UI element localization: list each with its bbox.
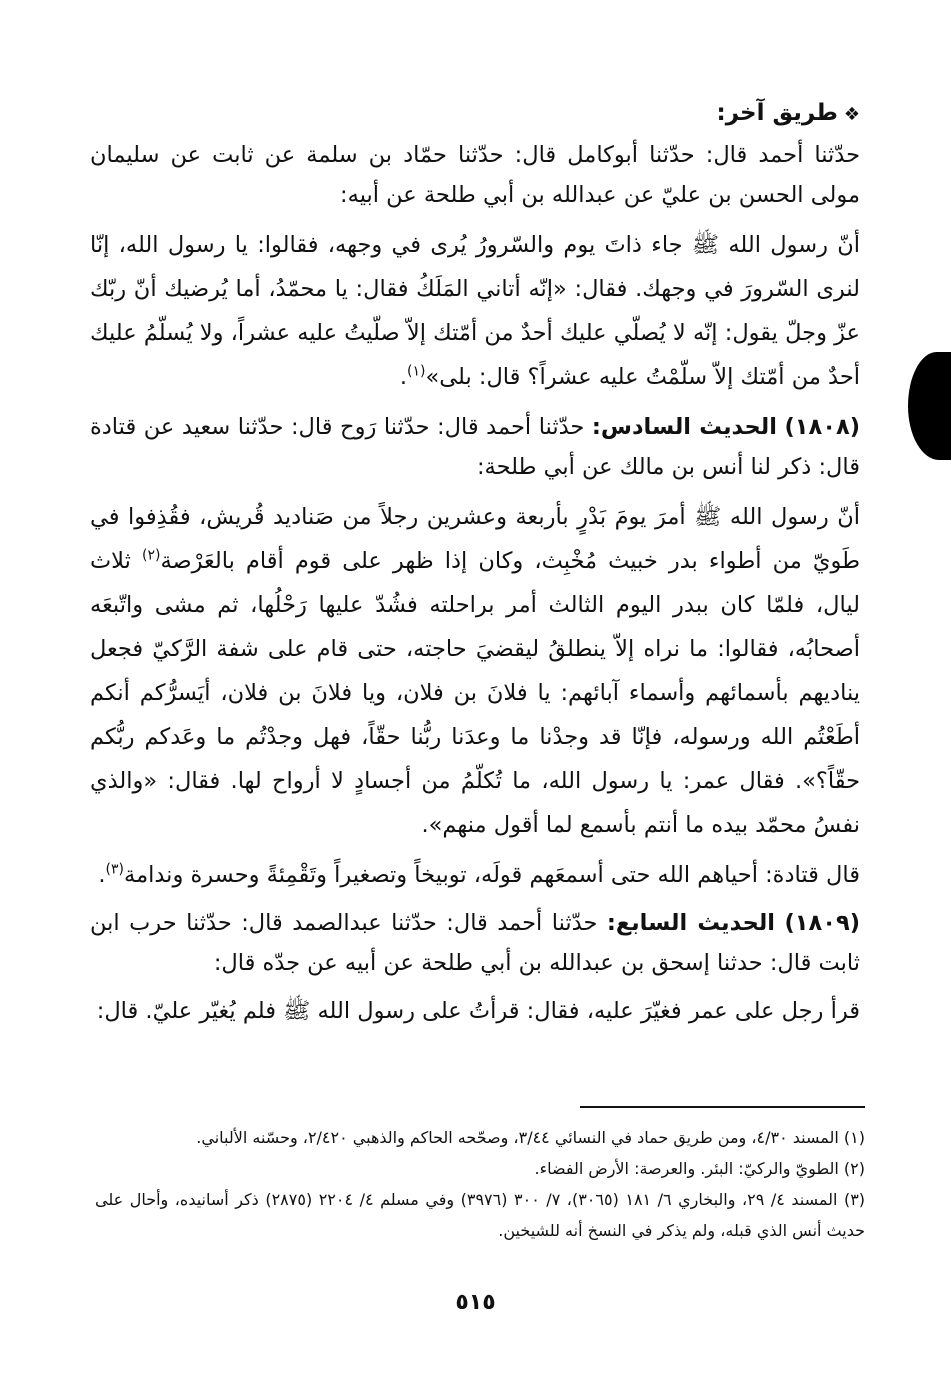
qatada-comment: [90, 855, 860, 895]
paragraph-text: حدّثنا أحمد قال: حدّثنا أبوكامل قال: حدّثنا حمّاد بن سلمة عن ثابت عن سليمان مولى الحسن بن عليّ عن عبدالله بن أبي طلحة عن أبيه:: [90, 142, 860, 208]
footnote-1: (١) المسند ٤/٣٠، ومن طريق حماد في النسائي ٣/٤٤، وصحّحه الحاكم والذهبي ٢/٤٢٠، وحسّنه الألباني.: [196, 1128, 865, 1147]
section-heading: [90, 95, 860, 133]
paragraph-tail: .: [399, 364, 408, 390]
qatada-tail: .: [98, 862, 106, 888]
footnote-divider: [580, 1106, 865, 1108]
hadith-7-isnad: [90, 903, 860, 983]
paragraph-matn-1: [90, 223, 860, 399]
hadith-number: (١٨٠٨): [784, 414, 861, 440]
hadith-title: الحديث السادس:: [591, 414, 777, 440]
page-body: [90, 95, 860, 1039]
hadith-6-isnad: [90, 407, 860, 487]
footnote-3: (٣) المسند ٤/ ٢٩، والبخاري ٦/ ١٨١ (٣٠٦٥)، ٧/ ٣٠٠ (٣٩٧٦) وفي مسلم ٤/ ٢٢٠٤ (٢٨٧٥) ذكر أسانيده، وأحال على حديث أنس الذي قبله، ولم يذكر في النسخ أنه للشيخين.: [95, 1190, 866, 1240]
heading-text: طريق آخر:: [716, 100, 838, 126]
footnote-ref-2: (٢): [141, 547, 161, 564]
hadith-number: (١٨٠٩): [784, 910, 860, 936]
hadith-isnad: حدّثنا أحمد قال: حدّثنا رَوح قال: حدّثنا سعيد عن قتادة قال: ذكر لنا أنس بن مالك عن أبي طلحة:: [90, 414, 860, 480]
qatada-text: قال قتادة: أحياهم الله حتى أسمعَهم قولَه، توبيخاً وتصغيراً وتَقْمِئةً وحسرة وندامة: [124, 862, 860, 888]
footnotes: [95, 1122, 865, 1246]
hadith-title: الحديث السابع:: [606, 910, 775, 936]
ink-blot: [908, 352, 951, 460]
hadith-matn: قرأ رجل على عمر فغيّرَ عليه، فقال: قرأتُ على رسول الله ﷺ فلم يُغيّر عليّ. قال:: [96, 998, 860, 1024]
paragraph-text: أنّ رسول الله ﷺ جاء ذاتَ يوم والسّرورُ يُرى في وجهه، فقالوا: يا رسول الله، إنّا لنرى السّرورَ في وجهك. فقال: «إنّه أتاني المَلَكُ فقال: يا محمّدُ، أما يُرضيك أنّ ربّك عزّ وجلّ يقول: إنّه لا يُصلّي عليك أحدٌ من أمّتك إلاّ صلّيتُ عليه عشراً، ولا يُسلّمُ عليك أحدٌ من أمّتك إلاّ سلّمْتُ عليه عشراً؟ قال: بلى»: [90, 232, 860, 390]
hadith-6-matn: [90, 495, 860, 847]
hadith-isnad: حدّثنا أحمد قال: حدّثنا عبدالصمد قال: حدّثنا حرب ابن ثابت قال: حدثنا إسحق بن عبدالله بن أبي طلحة عن أبيه عن جدّه قال:: [90, 910, 860, 976]
diamond-icon: ❖: [843, 104, 860, 125]
footnote-ref-3: (٣): [105, 861, 124, 878]
hadith-matn-part-2: ثلاث ليال، فلمّا كان ببدر اليوم الثالث أمر براحلته فشُدّ عليها رَحْلُها، ثم مشى واتّبعَه أصحابُه، فقالوا: ما نراه إلاّ ينطلقُ ليقضيَ حاجته، حتى قام على شفة الرَّكيّ فجعل يناديهم بأسمائهم وأسماء آبائهم: يا فلانَ بن فلان، ويا فلانَ بن فلان، أيَسرُّكم أنكم أطَعْتُم الله ورسوله، فإنّا قد وجدْنا ما وعدَنا ربُّنا حقّاً، فهل وجدْتُم ما وعَدكم ربُّكم حقّاً؟». فقال عمر: يا رسول الله، ما تُكلّمُ من أجسادٍ لا أرواح لها. فقال: «والذي نفسُ محمّد بيده ما أنتم بأسمع لما أقول منهم».: [90, 548, 860, 838]
footnote-2: (٢) الطويّ والركيّ: البئر. والعرصة: الأرض الفضاء.: [534, 1159, 865, 1178]
footnote-ref-1: (١): [407, 363, 426, 380]
hadith-7-matn: [90, 991, 860, 1031]
page-number: ٥١٥: [455, 1290, 496, 1315]
paragraph-isnad-1: [90, 135, 860, 215]
hadith-matn-part-1: أنّ رسول الله ﷺ أمرَ يومَ بَدْرٍ بأربعة وعشرين رجلاً من صَناديد قُريش، فقُذِفوا في طَويّ من أطواء بدر خبيث مُخْبِث، وكان إذا ظهر على قوم أقام بالعَرْصة: [90, 504, 860, 574]
